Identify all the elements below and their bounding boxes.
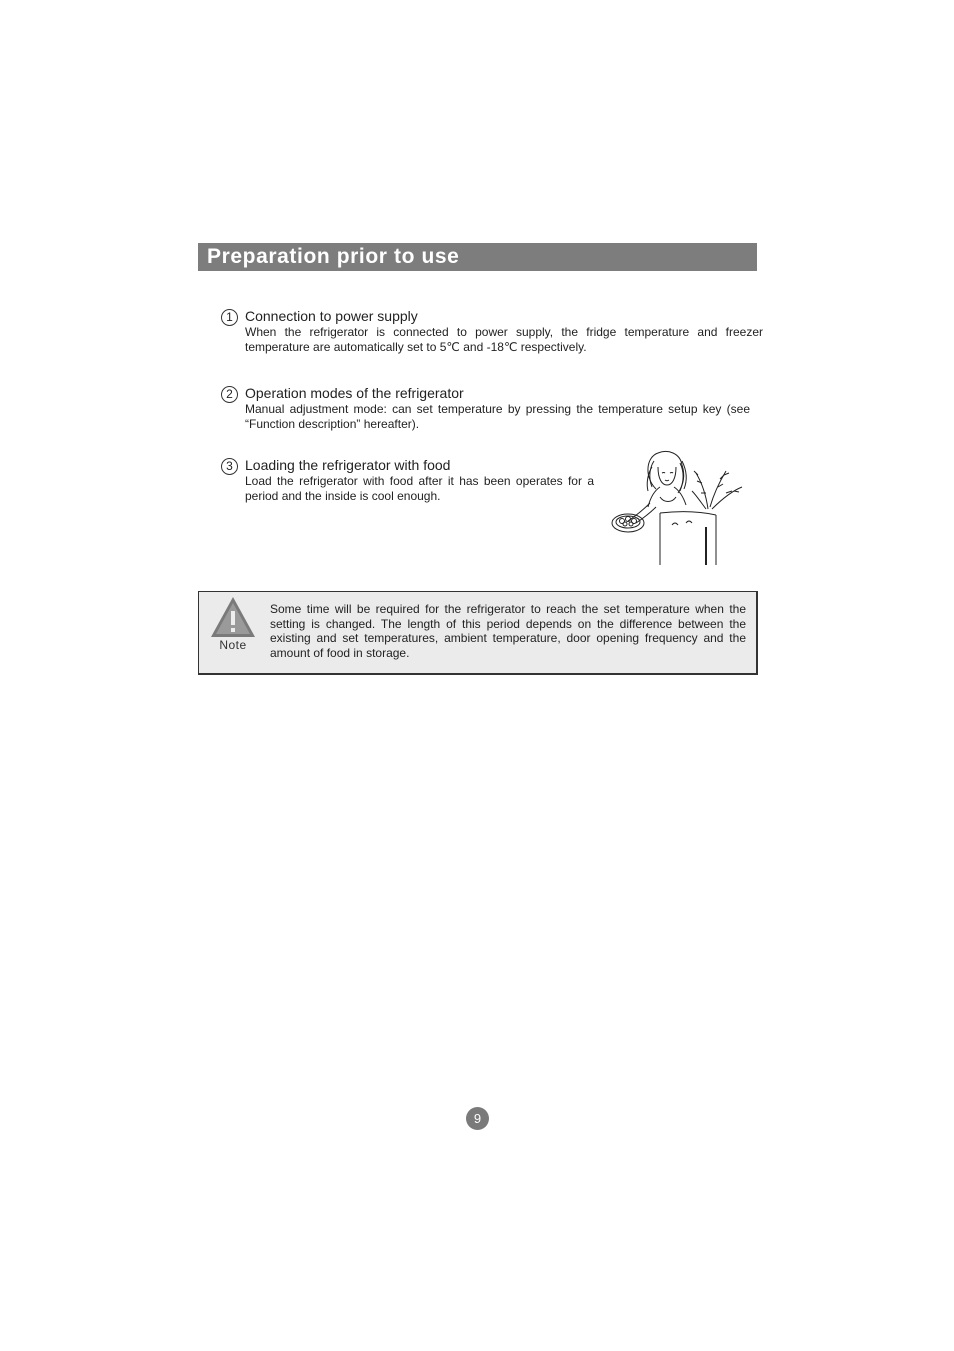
step-title: Operation modes of the refrigerator [245, 385, 464, 401]
step-body: When the refrigerator is connected to power supply, the fridge temperature and freezer temperature are automatically set to 5℃ and -18℃ respectively. [245, 325, 763, 354]
warning-triangle-icon [209, 595, 257, 639]
step-number: 3 [221, 458, 238, 475]
step-number: 2 [221, 386, 238, 403]
step-title: Connection to power supply [245, 308, 418, 324]
step-body: Load the refrigerator with food after it has been operates for a period and the inside is cool enough. [245, 474, 594, 503]
page-title: Preparation prior to use [207, 245, 460, 268]
note-label: Note [219, 638, 247, 652]
note-text: Some time will be required for the refrigerator to reach the set temperature when the setting is changed. The length of this period depends on the difference between the existing and set temperatures, ambient temperature, door opening frequency and the amount of food in storage. [270, 602, 746, 660]
step-title: Loading the refrigerator with food [245, 457, 451, 473]
step-number: 1 [221, 309, 238, 326]
woman-with-food-tray-illustration [608, 447, 748, 567]
note-box [198, 591, 758, 675]
section-title-bar [198, 243, 757, 271]
step-body: Manual adjustment mode: can set temperature by pressing the temperature setup key (see “Function description” hereafter). [245, 402, 750, 431]
page-number: 9 [466, 1107, 489, 1130]
